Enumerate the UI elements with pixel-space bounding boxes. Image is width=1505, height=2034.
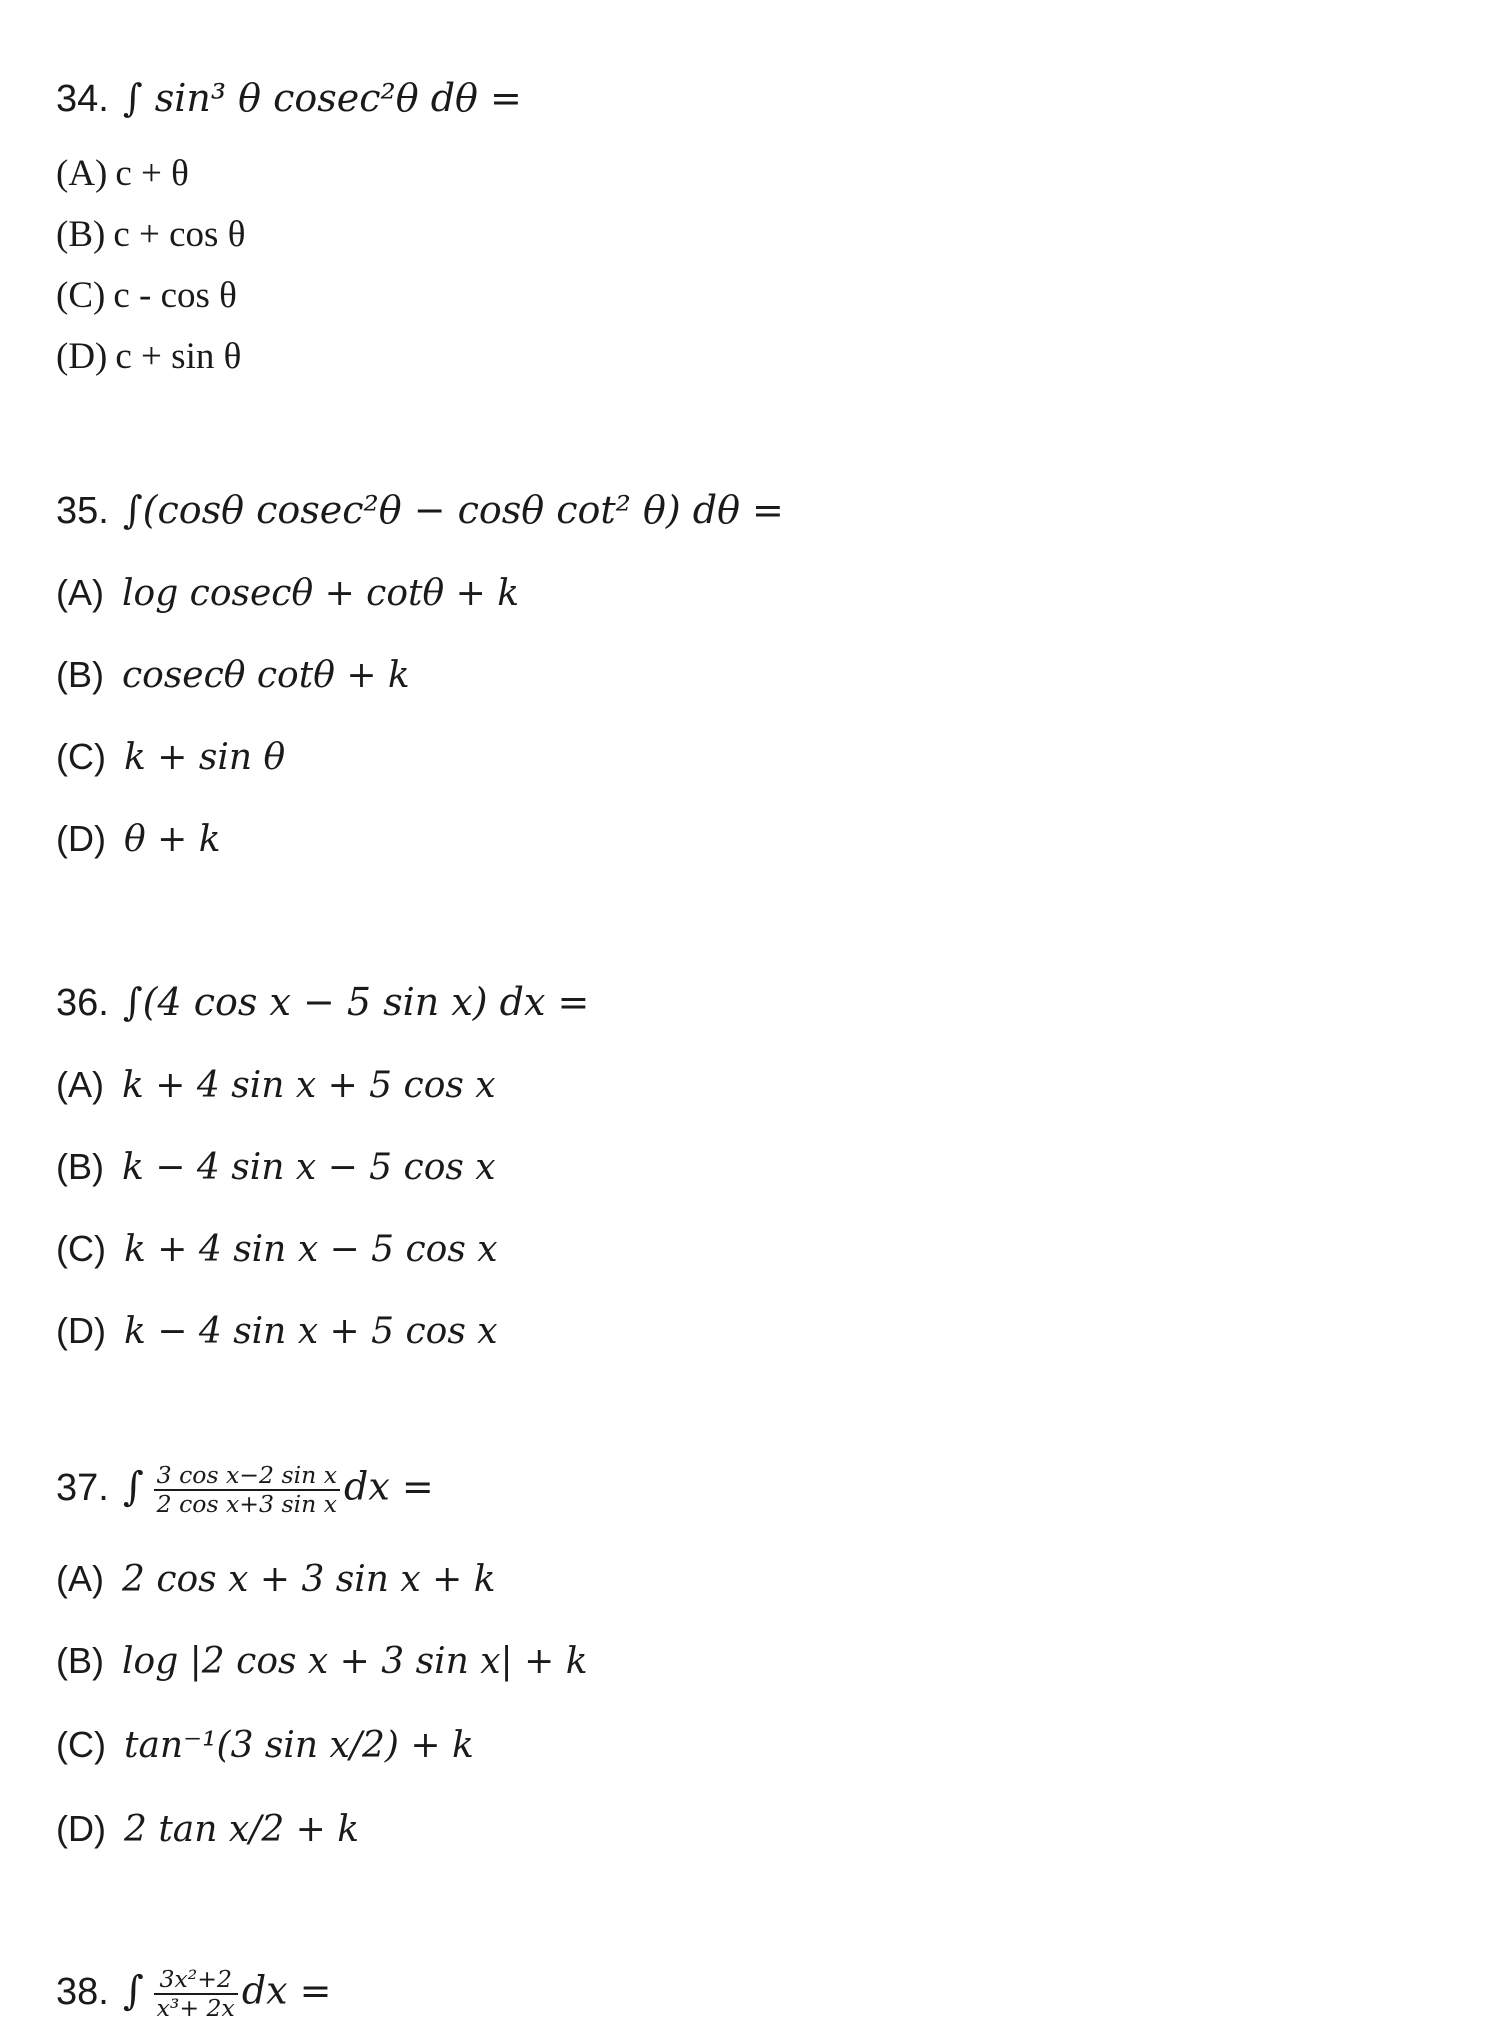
option-label: (B) — [56, 1146, 104, 1187]
option-text: c + θ — [115, 153, 189, 194]
question-expression: ∫(4 cos x − 5 sin x) dx = — [122, 980, 590, 1024]
option-label: (A) — [56, 153, 108, 194]
question-35-option-c[interactable] — [56, 736, 285, 778]
option-text: k + sin θ — [123, 737, 286, 778]
question-expression-tail: dx = — [241, 1968, 332, 2013]
option-label: (C) — [56, 736, 106, 777]
question-number: 34. — [56, 78, 109, 120]
option-text: log cosecθ + cotθ + k — [122, 573, 520, 614]
option-text: k − 4 sin x − 5 cos x — [122, 1147, 496, 1188]
fraction-numerator: 3x²+2 — [154, 1966, 238, 1995]
option-text: c - cos θ — [113, 275, 237, 316]
option-text: k + 4 sin x + 5 cos x — [122, 1065, 496, 1106]
question-36-option-a[interactable] — [56, 1064, 496, 1106]
question-35-option-a[interactable] — [56, 572, 519, 614]
option-text: k − 4 sin x + 5 cos x — [123, 1311, 498, 1352]
option-text: 2 cos x + 3 sin x + k — [122, 1559, 496, 1600]
question-37-option-d[interactable] — [56, 1808, 359, 1850]
question-number: 38. — [56, 1970, 109, 2013]
question-34-stem — [56, 78, 522, 121]
option-label: (C) — [56, 1228, 106, 1269]
question-number: 37. — [56, 1466, 109, 1509]
question-38-stem — [56, 1966, 332, 2022]
question-36-stem — [56, 982, 589, 1025]
option-text: log |2 cos x + 3 sin x| + k — [122, 1641, 588, 1682]
question-37-stem — [56, 1462, 434, 1518]
question-36-option-d[interactable] — [56, 1310, 498, 1352]
option-text: cosecθ cotθ + k — [122, 655, 410, 696]
option-label: (A) — [56, 1064, 104, 1105]
question-35-stem — [56, 490, 784, 533]
question-expression: ∫(cosθ cosec²θ − cosθ cot² θ) dθ = — [122, 488, 784, 532]
question-34-option-d[interactable] — [56, 335, 241, 378]
option-label: (D) — [56, 1808, 106, 1849]
option-label: (D) — [56, 336, 108, 377]
question-37-option-a[interactable] — [56, 1558, 496, 1600]
question-expression-tail: dx = — [344, 1464, 434, 1509]
option-text: c + cos θ — [113, 214, 246, 255]
option-label: (C) — [56, 1724, 106, 1765]
option-label: (A) — [56, 1558, 104, 1599]
fraction-denominator: 2 cos x+3 sin x — [156, 1490, 338, 1519]
fraction-numerator: 3 cos x−2 sin x — [154, 1462, 340, 1491]
question-37-option-c[interactable] — [56, 1724, 474, 1766]
option-text: c + sin θ — [115, 336, 242, 377]
option-label: (B) — [56, 1640, 104, 1681]
question-expression: ∫ sin³ θ cosec²θ dθ = — [122, 76, 522, 120]
question-number: 36. — [56, 982, 109, 1024]
option-label: (D) — [56, 818, 106, 859]
integral-sign: ∫ — [122, 1967, 144, 2014]
question-number: 35. — [56, 490, 109, 532]
option-label: (B) — [56, 654, 104, 695]
question-34-option-a[interactable] — [56, 152, 189, 195]
integral-sign: ∫ — [122, 1463, 144, 1510]
integrand-fraction — [154, 1462, 340, 1518]
option-label: (D) — [56, 1310, 106, 1351]
option-label: (A) — [56, 572, 104, 613]
option-text: 2 tan x/2 + k — [123, 1809, 360, 1850]
option-text: tan⁻¹(3 sin x/2) + k — [123, 1725, 474, 1766]
integrand-fraction — [154, 1966, 238, 2022]
question-34-option-b[interactable] — [56, 213, 245, 256]
question-34-option-c[interactable] — [56, 274, 237, 317]
question-35-option-b[interactable] — [56, 654, 410, 696]
question-36-option-c[interactable] — [56, 1228, 498, 1270]
question-37-option-b[interactable] — [56, 1640, 588, 1682]
option-label: (B) — [56, 214, 106, 255]
question-36-option-b[interactable] — [56, 1146, 496, 1188]
option-text: θ + k — [123, 819, 221, 860]
option-text: k + 4 sin x − 5 cos x — [123, 1229, 498, 1270]
question-35-option-d[interactable] — [56, 818, 221, 860]
fraction-denominator: x³+ 2x — [156, 1994, 235, 2023]
option-label: (C) — [56, 275, 106, 316]
